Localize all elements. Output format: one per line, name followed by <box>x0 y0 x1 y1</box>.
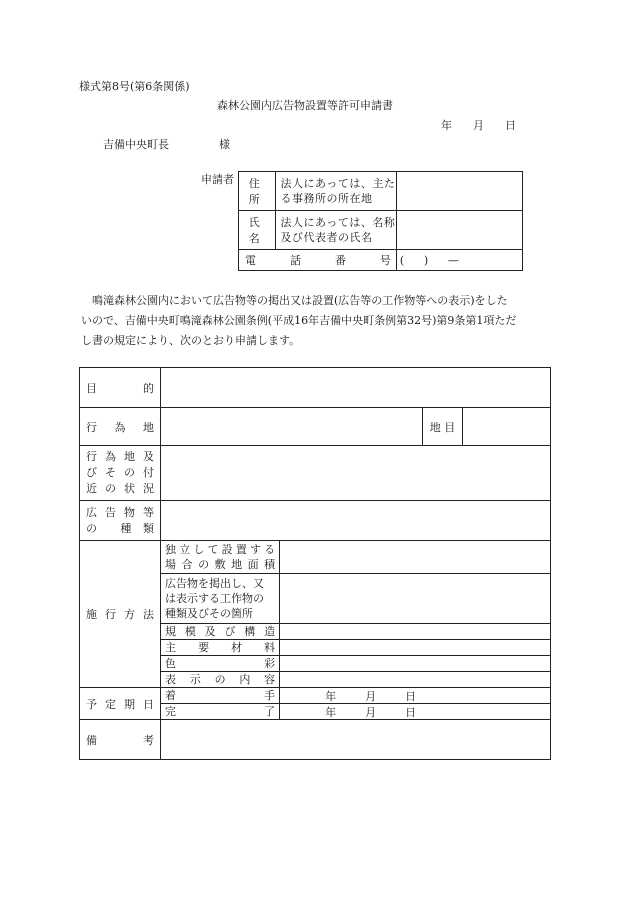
material-label <box>161 640 280 656</box>
label-char: 況 <box>143 482 155 495</box>
label-char: 完 <box>165 705 177 718</box>
method-label <box>80 541 161 688</box>
label-char: 考 <box>143 733 155 747</box>
label-char: 等 <box>143 505 155 519</box>
label-char: 行 <box>86 450 97 463</box>
address-desc-line: 法人にあっては、主た <box>280 177 396 190</box>
label-char: 法 <box>143 608 155 621</box>
scale-field[interactable] <box>280 624 551 640</box>
label-char: 置 <box>235 543 247 556</box>
label-char: 造 <box>264 625 276 638</box>
label-char: て <box>207 543 219 556</box>
purpose-label <box>80 368 161 408</box>
name-field[interactable] <box>396 211 522 250</box>
label-char: 地 <box>124 450 136 463</box>
label-char: 合 <box>181 558 193 571</box>
label-char: の <box>86 521 97 535</box>
label-char: 要 <box>198 641 210 654</box>
label-char: 材 <box>231 641 243 654</box>
statement-line: し書の規定により、次のとおり申請します。 <box>81 334 301 347</box>
standalone-area-label <box>161 541 280 574</box>
remarks-label <box>80 720 161 760</box>
end-label <box>161 704 280 720</box>
land-category-label: 地 目 <box>422 408 463 446</box>
start-date-field[interactable] <box>280 688 551 704</box>
start-month: 月 <box>365 689 377 703</box>
label-char: 告 <box>105 505 117 519</box>
name-desc <box>276 211 396 250</box>
end-date-field[interactable] <box>280 704 551 720</box>
label-char: る <box>264 543 276 556</box>
site-conditions-label <box>80 446 161 501</box>
label-char: す <box>249 543 261 556</box>
label-char: し <box>193 543 205 556</box>
label-char: 示 <box>189 673 201 686</box>
label-char: 主 <box>165 641 177 654</box>
addressee-honorific: 様 <box>219 138 230 151</box>
label-char: 彩 <box>264 657 276 670</box>
label-char: 地 <box>231 558 243 571</box>
phone-char: 電 <box>245 254 256 267</box>
phone-open-paren: ( <box>399 253 405 267</box>
label-char: 地 <box>143 420 155 434</box>
name-desc-line: 法人にあっては、名称 <box>280 216 396 229</box>
schedule-label <box>80 688 161 720</box>
label-char: 了 <box>264 705 276 718</box>
application-statement <box>81 291 551 351</box>
start-label <box>161 688 280 704</box>
label-char: 種 <box>120 521 132 535</box>
site-conditions-field[interactable] <box>161 446 551 501</box>
address-field[interactable] <box>396 172 522 211</box>
label-char: 模 <box>184 625 196 638</box>
applicant-table <box>238 171 523 271</box>
date-year: 年 <box>441 119 452 132</box>
phone-dash: — <box>447 253 459 267</box>
addressee-name: 吉備中央町長 <box>103 138 169 151</box>
label-char: 独 <box>165 543 177 556</box>
name-key: 氏 名 <box>239 211 276 250</box>
label-char: 付 <box>143 466 155 479</box>
label-char: そ <box>105 466 117 479</box>
purpose-field[interactable] <box>161 368 551 408</box>
label-char: 及 <box>204 625 216 638</box>
label-line: 広告物を掲出し、又 <box>165 577 265 590</box>
label-char: 設 <box>221 543 233 556</box>
label-char: 手 <box>264 689 276 702</box>
form-title: 森林公園内広告物設置等許可申請書 <box>217 99 393 112</box>
label-char: 敷 <box>214 558 226 571</box>
label-char: 近 <box>86 482 97 495</box>
address-key: 住 所 <box>239 172 276 211</box>
label-char: 立 <box>179 543 191 556</box>
material-field[interactable] <box>280 640 551 656</box>
start-day: 日 <box>405 689 417 703</box>
end-day: 日 <box>405 705 417 719</box>
label-char: の <box>105 482 117 495</box>
label-line: は表示する工作物の <box>165 592 265 605</box>
label-char: 面 <box>247 558 259 571</box>
phone-close-paren: ) <box>423 253 429 267</box>
label-char: の <box>124 466 136 479</box>
color-label <box>161 656 280 672</box>
label-char: 状 <box>124 482 136 495</box>
applicant-label: 申請者 <box>201 173 234 186</box>
application-table <box>79 367 551 760</box>
date-line <box>441 119 516 132</box>
label-char: 行 <box>105 608 117 621</box>
statement-line: いので、吉備中央町鳴滝森林公園条例(平成16年吉備中央町条例第32号)第9条第1項ただ <box>81 314 517 327</box>
label-char: 広 <box>86 505 97 519</box>
ad-type-label <box>80 501 161 541</box>
label-char: 行 <box>86 420 97 434</box>
label-char: 構 <box>244 625 256 638</box>
label-char: 施 <box>86 608 97 621</box>
start-year: 年 <box>325 689 337 703</box>
label-char: の <box>198 558 210 571</box>
color-field[interactable] <box>280 656 551 672</box>
label-char: 日 <box>143 697 155 711</box>
label-char: び <box>86 466 97 479</box>
label-char: 類 <box>143 521 155 535</box>
label-char: 場 <box>165 558 177 571</box>
content-field[interactable] <box>280 672 551 688</box>
label-char: 為 <box>105 450 117 463</box>
phone-key <box>239 250 397 271</box>
date-day: 日 <box>505 119 516 132</box>
label-char: 及 <box>143 450 155 463</box>
address-desc <box>276 172 396 211</box>
label-char: 容 <box>264 673 276 686</box>
scale-label <box>161 624 280 640</box>
remarks-field[interactable] <box>161 720 551 760</box>
display-structure-field[interactable] <box>280 574 551 624</box>
phone-char: 話 <box>289 254 301 267</box>
site-field[interactable] <box>161 408 423 446</box>
phone-char: 番 <box>334 254 346 267</box>
statement-line: 鳴滝森林公園内において広告物等の掲出又は設置(広告等の工作物等への表示)をした <box>81 294 508 307</box>
label-char: 定 <box>105 697 117 711</box>
label-char: 規 <box>165 625 177 638</box>
land-category-field[interactable] <box>463 408 551 446</box>
label-line: 種類及びその箇所 <box>165 607 254 620</box>
name-desc-line: 及び代表者の氏名 <box>280 231 373 244</box>
label-char: 表 <box>165 673 177 686</box>
phone-field[interactable] <box>396 250 522 271</box>
label-char: 方 <box>124 608 136 621</box>
end-year: 年 <box>325 705 337 719</box>
phone-char: 号 <box>379 254 391 267</box>
date-month: 月 <box>473 119 484 132</box>
label-char: 的 <box>143 381 155 395</box>
label-char: び <box>224 625 236 638</box>
form-number: 様式第8号(第6条関係) <box>79 80 190 93</box>
label-char: 物 <box>124 505 136 519</box>
standalone-area-field[interactable] <box>280 541 551 574</box>
label-char: 期 <box>124 697 136 711</box>
label-char: 為 <box>114 420 126 434</box>
label-char: 色 <box>165 657 177 670</box>
label-char: 予 <box>86 697 97 711</box>
ad-type-field[interactable] <box>161 501 551 541</box>
display-structure-label <box>161 574 280 624</box>
label-char: 内 <box>239 673 251 686</box>
content-label <box>161 672 280 688</box>
label-char: 積 <box>264 558 276 571</box>
label-char: 目 <box>86 381 97 395</box>
end-month: 月 <box>365 705 377 719</box>
label-char: 料 <box>264 641 276 654</box>
site-label <box>80 408 161 446</box>
addressee <box>103 138 230 151</box>
label-char: 備 <box>86 733 97 747</box>
label-char: の <box>214 673 226 686</box>
label-char: 着 <box>165 689 177 702</box>
address-desc-line: る事務所の所在地 <box>280 192 373 205</box>
